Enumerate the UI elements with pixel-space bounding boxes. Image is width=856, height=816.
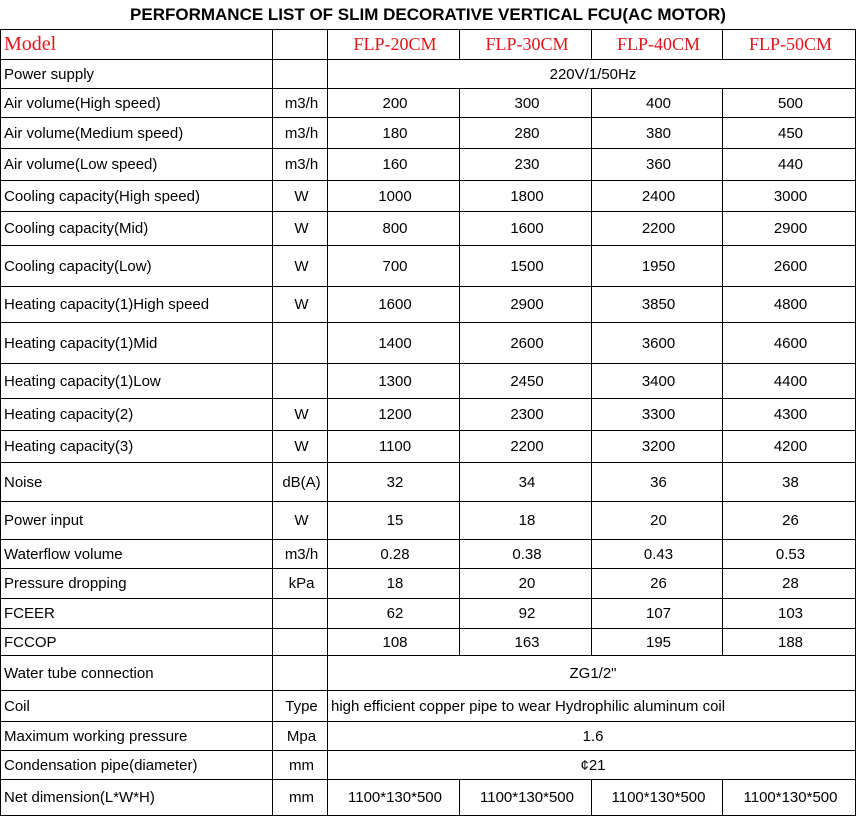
unit-cell: W — [273, 502, 328, 540]
value-cell: 180 — [328, 118, 460, 149]
value-cell: 15 — [328, 502, 460, 540]
value-cell: 4300 — [723, 399, 856, 431]
row-label: Maximum working pressure — [1, 722, 273, 751]
unit-cell — [273, 30, 328, 60]
row-label: Coil — [1, 691, 273, 722]
value-cell: 2300 — [460, 399, 592, 431]
value-cell: 1200 — [328, 399, 460, 431]
table-row — [1, 722, 856, 751]
model-name: FLP-20CM — [328, 30, 460, 60]
value-cell: 1100*130*500 — [460, 780, 592, 816]
unit-cell — [273, 656, 328, 691]
value-cell: 300 — [460, 89, 592, 118]
value-cell: 400 — [592, 89, 723, 118]
value-cell: 2200 — [460, 431, 592, 463]
value-cell: 450 — [723, 118, 856, 149]
value-cell: 160 — [328, 149, 460, 181]
value-cell: 108 — [328, 629, 460, 656]
value-cell: 1000 — [328, 181, 460, 212]
row-label: Net dimension(L*W*H) — [1, 780, 273, 816]
table-row — [1, 181, 856, 212]
value-cell: 360 — [592, 149, 723, 181]
value-cell: 1600 — [328, 287, 460, 323]
value-cell: 4600 — [723, 323, 856, 364]
value-cell: 700 — [328, 246, 460, 287]
table-row — [1, 502, 856, 540]
unit-cell — [273, 599, 328, 629]
value-cell: 20 — [460, 569, 592, 599]
value-cell: 1950 — [592, 246, 723, 287]
row-label: Heating capacity(3) — [1, 431, 273, 463]
merged-value-cell: ZG1/2" — [328, 656, 856, 691]
unit-cell — [273, 364, 328, 399]
unit-cell: mm — [273, 751, 328, 780]
row-label: FCCOP — [1, 629, 273, 656]
table-header-row — [1, 30, 856, 60]
value-cell: 200 — [328, 89, 460, 118]
value-cell: 1800 — [460, 181, 592, 212]
row-label: Cooling capacity(High speed) — [1, 181, 273, 212]
unit-cell: m3/h — [273, 540, 328, 569]
row-label: Cooling capacity(Low) — [1, 246, 273, 287]
value-cell: 36 — [592, 463, 723, 502]
value-cell: 1500 — [460, 246, 592, 287]
merged-value-cell: 220V/1/50Hz — [328, 60, 856, 89]
value-cell: 20 — [592, 502, 723, 540]
value-cell: 4400 — [723, 364, 856, 399]
table-row — [1, 629, 856, 656]
unit-cell: W — [273, 246, 328, 287]
value-cell: 2900 — [460, 287, 592, 323]
row-label: Air volume(High speed) — [1, 89, 273, 118]
value-cell: 3600 — [592, 323, 723, 364]
value-cell: 163 — [460, 629, 592, 656]
value-cell: 1100*130*500 — [592, 780, 723, 816]
table-row — [1, 399, 856, 431]
value-cell: 92 — [460, 599, 592, 629]
value-cell: 1100 — [328, 431, 460, 463]
table-row — [1, 323, 856, 364]
value-cell: 28 — [723, 569, 856, 599]
value-cell: 1300 — [328, 364, 460, 399]
value-cell: 440 — [723, 149, 856, 181]
value-cell: 34 — [460, 463, 592, 502]
row-label: Power input — [1, 502, 273, 540]
merged-value-cell: high efficient copper pipe to wear Hydrophilic aluminum coil — [328, 691, 856, 722]
value-cell: 1400 — [328, 323, 460, 364]
row-label: Power supply — [1, 60, 273, 89]
row-label: Heating capacity(1)Low — [1, 364, 273, 399]
model-name: FLP-30CM — [460, 30, 592, 60]
value-cell: 0.38 — [460, 540, 592, 569]
row-label: Cooling capacity(Mid) — [1, 212, 273, 246]
value-cell: 1100*130*500 — [723, 780, 856, 816]
table-row — [1, 89, 856, 118]
row-label: Heating capacity(2) — [1, 399, 273, 431]
unit-cell — [273, 60, 328, 89]
merged-value-cell: 1.6 — [328, 722, 856, 751]
value-cell: 26 — [592, 569, 723, 599]
value-cell: 500 — [723, 89, 856, 118]
row-label: Waterflow volume — [1, 540, 273, 569]
unit-cell: m3/h — [273, 149, 328, 181]
model-label: Model — [1, 30, 273, 60]
value-cell: 0.43 — [592, 540, 723, 569]
value-cell: 380 — [592, 118, 723, 149]
table-row — [1, 118, 856, 149]
unit-cell: W — [273, 399, 328, 431]
value-cell: 3300 — [592, 399, 723, 431]
row-label: FCEER — [1, 599, 273, 629]
table-row — [1, 599, 856, 629]
table-row — [1, 691, 856, 722]
unit-cell: W — [273, 212, 328, 246]
model-name: FLP-40CM — [592, 30, 723, 60]
table-row — [1, 656, 856, 691]
unit-cell: Type — [273, 691, 328, 722]
table-row — [1, 431, 856, 463]
value-cell: 230 — [460, 149, 592, 181]
table-row — [1, 149, 856, 181]
value-cell: 2600 — [460, 323, 592, 364]
value-cell: 26 — [723, 502, 856, 540]
unit-cell: dB(A) — [273, 463, 328, 502]
value-cell: 3200 — [592, 431, 723, 463]
performance-table — [0, 29, 856, 816]
unit-cell: W — [273, 431, 328, 463]
value-cell: 107 — [592, 599, 723, 629]
unit-cell: mm — [273, 780, 328, 816]
table-row — [1, 246, 856, 287]
table-row — [1, 751, 856, 780]
value-cell: 1600 — [460, 212, 592, 246]
unit-cell: W — [273, 181, 328, 212]
page-title: PERFORMANCE LIST OF SLIM DECORATIVE VERTICAL FCU(AC MOTOR) — [130, 5, 726, 24]
unit-cell — [273, 323, 328, 364]
value-cell: 38 — [723, 463, 856, 502]
unit-cell: W — [273, 287, 328, 323]
value-cell: 188 — [723, 629, 856, 656]
row-label: Air volume(Low speed) — [1, 149, 273, 181]
table-row — [1, 780, 856, 816]
value-cell: 0.53 — [723, 540, 856, 569]
value-cell: 3400 — [592, 364, 723, 399]
row-label: Pressure dropping — [1, 569, 273, 599]
unit-cell: m3/h — [273, 89, 328, 118]
table-row — [1, 569, 856, 599]
value-cell: 3850 — [592, 287, 723, 323]
unit-cell: kPa — [273, 569, 328, 599]
row-label: Noise — [1, 463, 273, 502]
value-cell: 280 — [460, 118, 592, 149]
row-label: Air volume(Medium speed) — [1, 118, 273, 149]
value-cell: 1100*130*500 — [328, 780, 460, 816]
value-cell: 2200 — [592, 212, 723, 246]
table-row — [1, 540, 856, 569]
value-cell: 3000 — [723, 181, 856, 212]
value-cell: 4200 — [723, 431, 856, 463]
value-cell: 103 — [723, 599, 856, 629]
table-row — [1, 463, 856, 502]
value-cell: 18 — [460, 502, 592, 540]
value-cell: 2600 — [723, 246, 856, 287]
value-cell: 800 — [328, 212, 460, 246]
merged-value-cell: ¢21 — [328, 751, 856, 780]
value-cell: 0.28 — [328, 540, 460, 569]
model-name: FLP-50CM — [723, 30, 856, 60]
unit-cell: Mpa — [273, 722, 328, 751]
table-row — [1, 212, 856, 246]
value-cell: 32 — [328, 463, 460, 502]
table-row — [1, 60, 856, 89]
row-label: Water tube connection — [1, 656, 273, 691]
table-row — [1, 364, 856, 399]
row-label: Condensation pipe(diameter) — [1, 751, 273, 780]
value-cell: 18 — [328, 569, 460, 599]
unit-cell: m3/h — [273, 118, 328, 149]
table-row — [1, 287, 856, 323]
value-cell: 4800 — [723, 287, 856, 323]
row-label: Heating capacity(1)High speed — [1, 287, 273, 323]
value-cell: 62 — [328, 599, 460, 629]
value-cell: 195 — [592, 629, 723, 656]
value-cell: 2400 — [592, 181, 723, 212]
value-cell: 2450 — [460, 364, 592, 399]
row-label: Heating capacity(1)Mid — [1, 323, 273, 364]
value-cell: 2900 — [723, 212, 856, 246]
unit-cell — [273, 629, 328, 656]
